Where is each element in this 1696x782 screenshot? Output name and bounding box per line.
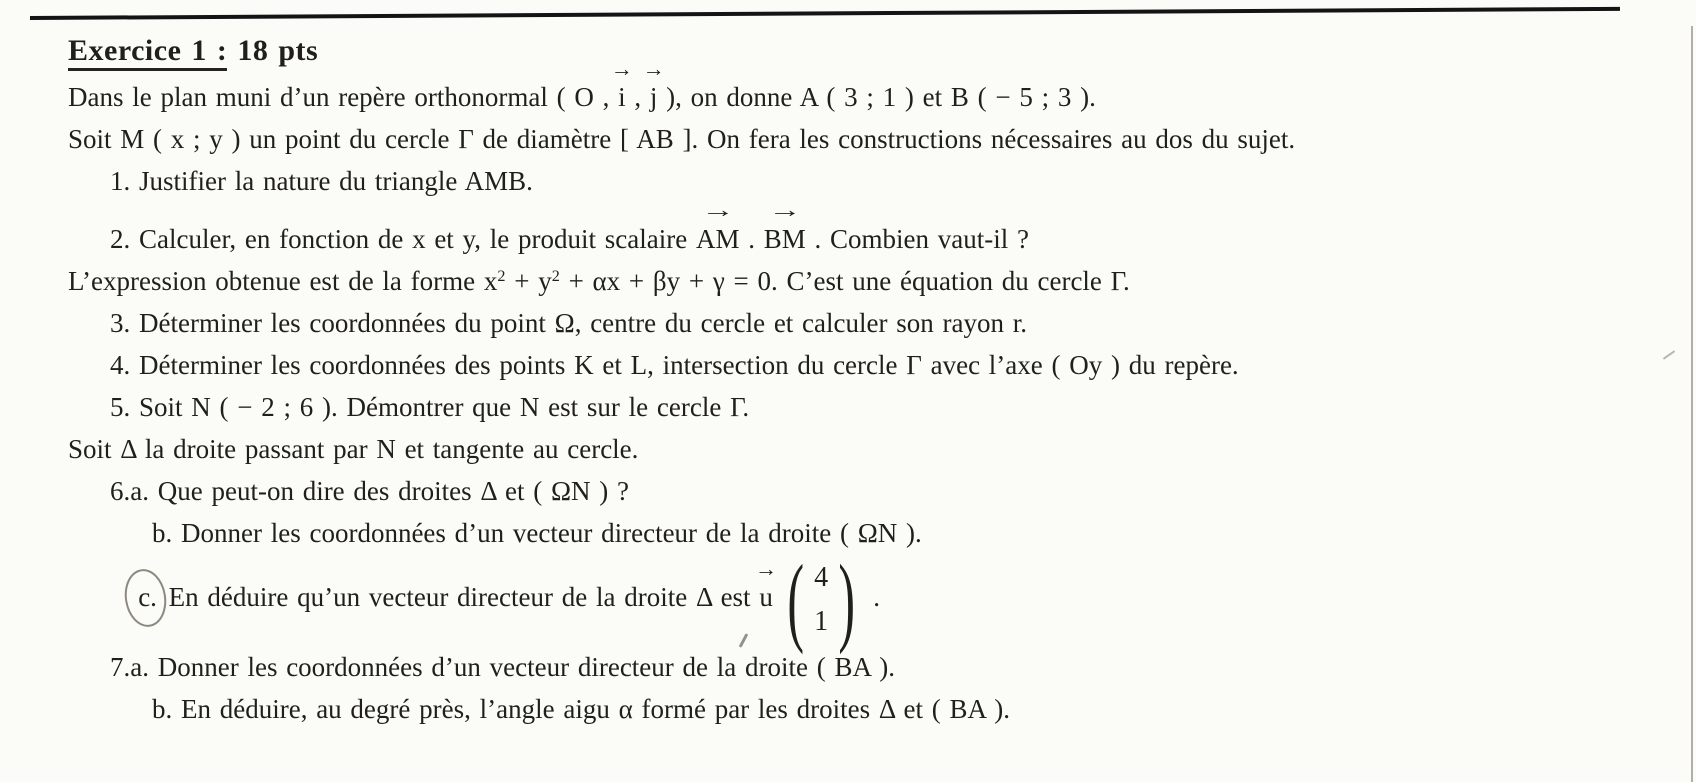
text-run: L’expression obtenue est de la forme x xyxy=(68,266,498,296)
column-vector xyxy=(779,544,864,655)
text-run: b. En déduire, au degré près, l’angle aigu α formé par les droites Δ et ( BA ). xyxy=(152,694,1011,724)
vector-i: i → xyxy=(618,76,626,118)
vector-j: j → xyxy=(650,76,658,118)
text-run: 4. Déterminer les coordonnées des points K et L, intersection du cercle Γ avec l’axe ( Oy ) du repère. xyxy=(110,350,1239,380)
superscript: 2 xyxy=(551,267,560,286)
text-line xyxy=(68,344,1648,386)
vector-BM: BM → xyxy=(764,218,806,260)
text-run: . Combien vaut-il ? xyxy=(805,224,1029,254)
text-run: 7.a. Donner les coordonnées d’un vecteur directeur de la droite ( BA ). xyxy=(110,652,895,682)
text-line xyxy=(68,544,1648,655)
vector-AM: AM → xyxy=(696,218,740,260)
text-run: Soit Δ la droite passant par N et tangente au cercle. xyxy=(68,434,639,464)
text-run: , xyxy=(625,82,650,112)
text-line xyxy=(68,386,1648,428)
page-edge-rule xyxy=(1691,26,1693,782)
vector-y-component: 1 xyxy=(814,606,829,637)
text-run: 3. Déterminer les coordonnées du point Ω, centre du cercle et calculer son rayon r. xyxy=(110,308,1027,338)
text-run: . xyxy=(739,224,764,254)
text-run: + y xyxy=(505,266,552,296)
text-line xyxy=(68,470,1648,512)
left-paren: ( xyxy=(787,544,804,655)
page-title xyxy=(68,34,1648,68)
text-line xyxy=(68,260,1648,302)
text-run: Soit M ( x ; y ) un point du cercle Γ de diamètre [ AB ]. On fera les constructions nécessaires au dos du sujet. xyxy=(68,124,1296,154)
text-line xyxy=(68,646,1648,688)
document-body xyxy=(68,76,1648,730)
text-run: b. Donner les coordonnées d’un vecteur directeur de la droite ( ΩN ). xyxy=(152,518,922,548)
text-run: 6.a. Que peut-on dire des droites Δ et ( ΩN ) ? xyxy=(110,476,630,506)
right-paren: ) xyxy=(838,544,856,655)
exercise-points-label: 18 pts xyxy=(227,34,319,67)
vector-components xyxy=(812,564,830,636)
text-line xyxy=(68,118,1648,160)
text-line xyxy=(68,76,1648,118)
text-line xyxy=(68,218,1648,260)
text-line xyxy=(68,688,1648,730)
text-run: 5. Soit N ( − 2 ; 6 ). Démontrer que N est sur le cercle Γ. xyxy=(110,392,750,422)
text-run: Dans le plan muni d’un repère orthonormal ( O , xyxy=(68,82,619,112)
exercise-sheet xyxy=(68,34,1648,730)
text-line xyxy=(68,428,1648,470)
text-run: ), on donne A ( 3 ; 1 ) et B ( − 5 ; 3 ). xyxy=(657,82,1096,112)
scan-edge-mark xyxy=(1663,350,1676,360)
exercise-number-label: Exercice 1 : xyxy=(68,34,227,71)
vector-x-component: 4 xyxy=(814,562,829,593)
text-run: 2. Calculer, en fonction de x et y, le produit scalaire xyxy=(110,224,696,254)
text-run: 1. Justifier la nature du triangle AMB. xyxy=(110,166,533,196)
text-line xyxy=(68,512,1648,554)
superscript: 2 xyxy=(497,267,506,286)
top-horizontal-rule xyxy=(30,7,1620,20)
text-run: + αx + βy + γ = 0. C’est une équation du cercle Γ. xyxy=(559,266,1130,296)
text-run: En déduire qu’un vecteur directeur de la droite Δ est xyxy=(159,582,760,613)
vector-u: u → xyxy=(759,576,773,618)
text-line xyxy=(68,160,1648,202)
text-run: . xyxy=(864,582,880,613)
text-line xyxy=(68,302,1648,344)
pencil-circled-label: c. xyxy=(135,576,160,618)
